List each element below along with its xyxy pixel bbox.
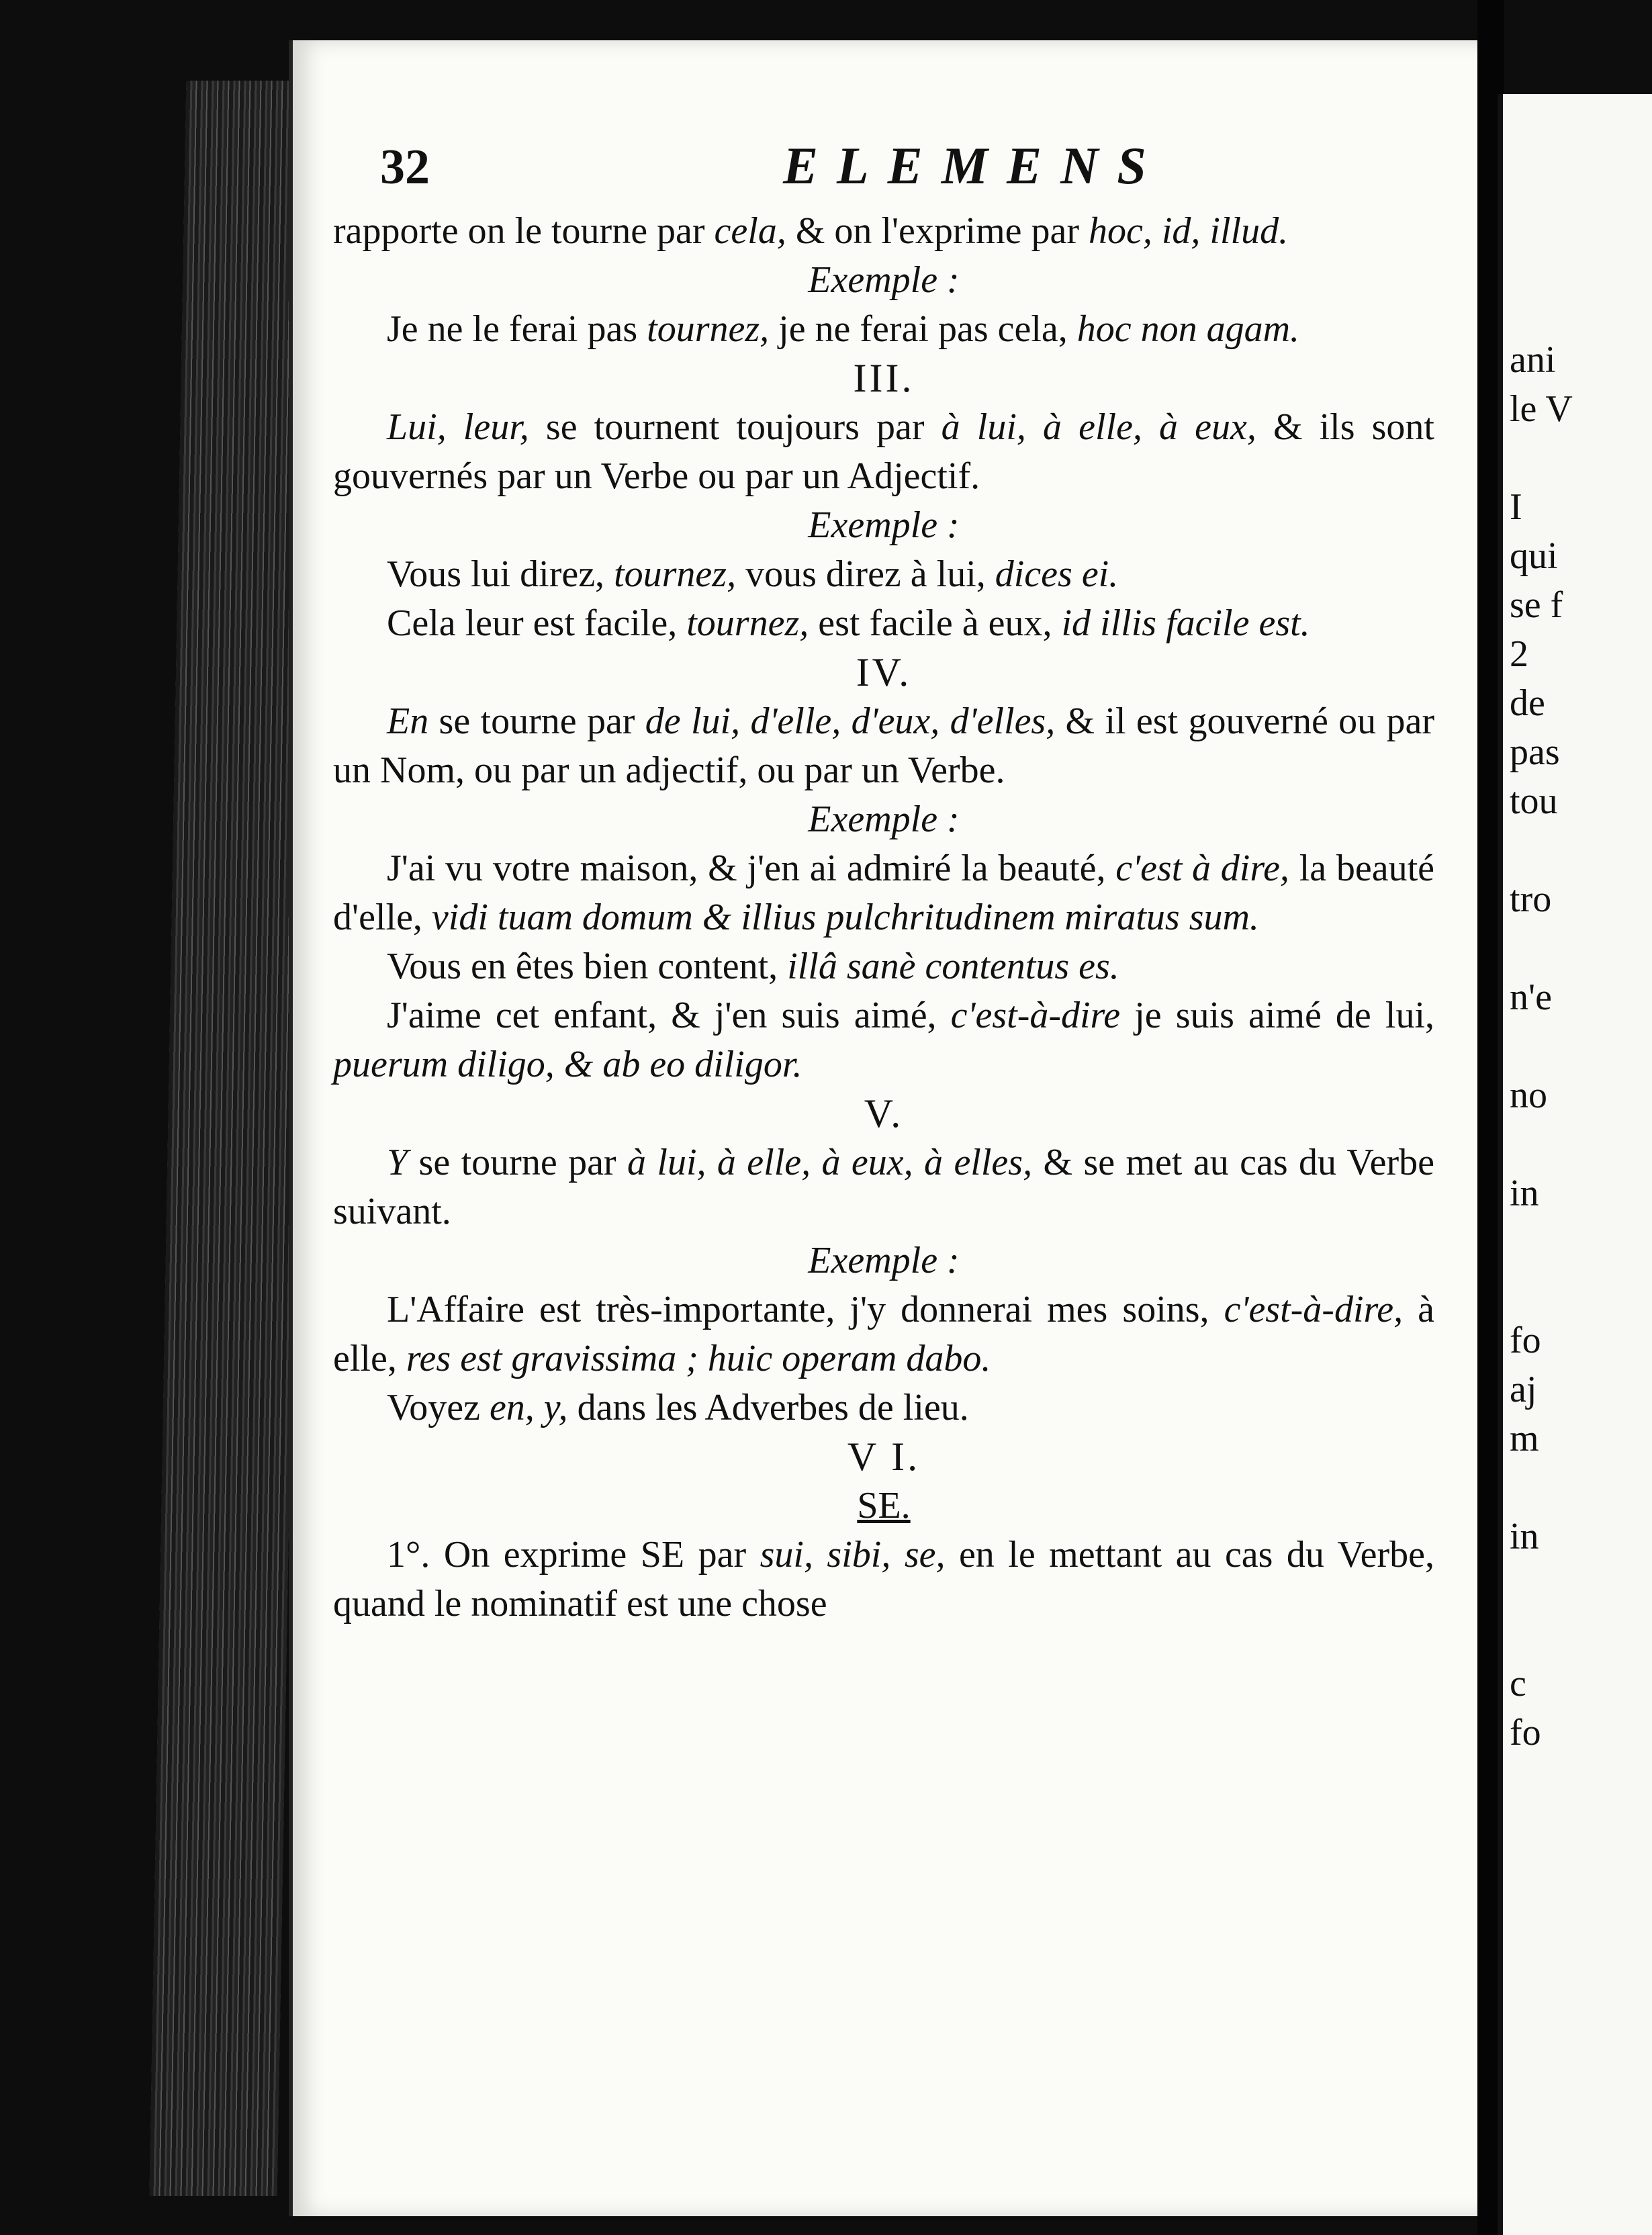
facing-line: [1510, 1120, 1652, 1169]
example-label: Exemple :: [808, 799, 960, 840]
paragraph: Vous lui direz, tournez, vous direz à lui, dices ei.: [387, 553, 1119, 595]
facing-line: I: [1510, 486, 1522, 528]
subsection-heading: SE.: [857, 1485, 911, 1526]
page-text: [333, 136, 1435, 1629]
facing-line: ani: [1510, 339, 1556, 381]
facing-page: [1498, 94, 1652, 2235]
facing-line: [1510, 1463, 1652, 1512]
section-heading: III.: [853, 356, 915, 400]
facing-page-text: [1510, 336, 1652, 1758]
running-title: ELEMENS: [783, 136, 1165, 195]
facing-line: [1510, 1561, 1652, 1610]
facing-line: [1510, 924, 1652, 973]
paragraph: rapporte on le tourne par cela, & on l'exprime par hoc, id, illud.: [333, 210, 1289, 252]
paragraph: Cela leur est facile, tournez, est facile à eux, id illis facile est.: [387, 602, 1310, 644]
facing-line: no: [1510, 1075, 1547, 1116]
facing-line: tro: [1510, 878, 1552, 920]
paragraph: Y se tourne par à lui, à elle, à eux, à elles, & se met au cas du Verbe suivant.: [333, 1142, 1435, 1232]
facing-line: m: [1510, 1418, 1539, 1459]
paragraph: En se tourne par de lui, d'elle, d'eux, d'elles, & il est gouverné ou par un Nom, ou par un adjectif, ou par un Verbe.: [333, 700, 1435, 791]
facing-line: [1510, 1610, 1652, 1659]
example-label: Exemple :: [808, 1240, 960, 1281]
example-label: Exemple :: [808, 504, 960, 546]
facing-line: [1510, 826, 1652, 875]
facing-line: n'e: [1510, 976, 1552, 1018]
facing-line: [1510, 1267, 1652, 1316]
paragraph: L'Affaire est très-importante, j'y donnerai mes soins, c'est-à-dire, à elle, res est gravissima ; huic operam dabo.: [333, 1289, 1434, 1379]
facing-line: pas: [1510, 731, 1560, 773]
facing-line: in: [1510, 1516, 1539, 1557]
book-page: [289, 40, 1488, 2216]
section-heading: IV.: [856, 650, 912, 694]
facing-line: de: [1510, 682, 1545, 724]
section-heading: V I.: [847, 1434, 921, 1479]
facing-line: 2: [1510, 633, 1528, 675]
facing-line: c: [1510, 1663, 1526, 1704]
paragraph: J'ai vu votre maison, & j'en ai admiré la beauté, c'est à dire, la beauté d'elle, vidi tuam domum & illius pulchritudinem miratus sum.: [333, 848, 1434, 938]
paragraph: Je ne le ferai pas tournez, je ne ferai pas cela, hoc non agam.: [387, 308, 1300, 350]
facing-line: [1510, 1218, 1652, 1267]
paragraph: J'aime cet enfant, & j'en suis aimé, c'est-à-dire je suis aimé de lui, puerum diligo, & ab eo diligor.: [333, 995, 1434, 1085]
facing-line: aj: [1510, 1369, 1537, 1410]
section-heading: V.: [864, 1091, 904, 1136]
facing-line: tou: [1510, 780, 1558, 822]
facing-line: le V: [1510, 388, 1573, 430]
facing-line: in: [1510, 1173, 1539, 1214]
example-label: Exemple :: [808, 259, 960, 301]
facing-line: se f: [1510, 584, 1563, 626]
running-header: [380, 136, 1434, 201]
paragraph: Vous en êtes bien content, illâ sanè contentus es.: [387, 946, 1119, 987]
paragraph: Lui, leur, se tournent toujours par à lui, à elle, à eux, & ils sont gouvernés par un Verbe ou par un Adjectif.: [333, 406, 1434, 497]
paragraph: 1°. On exprime SE par sui, sibi, se, en le mettant au cas du Verbe, quand le nominatif est une chose: [333, 1534, 1435, 1625]
facing-line: fo: [1510, 1320, 1541, 1361]
facing-line: fo: [1510, 1712, 1541, 1753]
paragraph: Voyez en, y, dans les Adverbes de lieu.: [387, 1387, 969, 1428]
facing-line: [1510, 434, 1652, 483]
facing-line: qui: [1510, 535, 1558, 577]
page-number: 32: [380, 140, 430, 195]
facing-line: [1510, 1022, 1652, 1071]
